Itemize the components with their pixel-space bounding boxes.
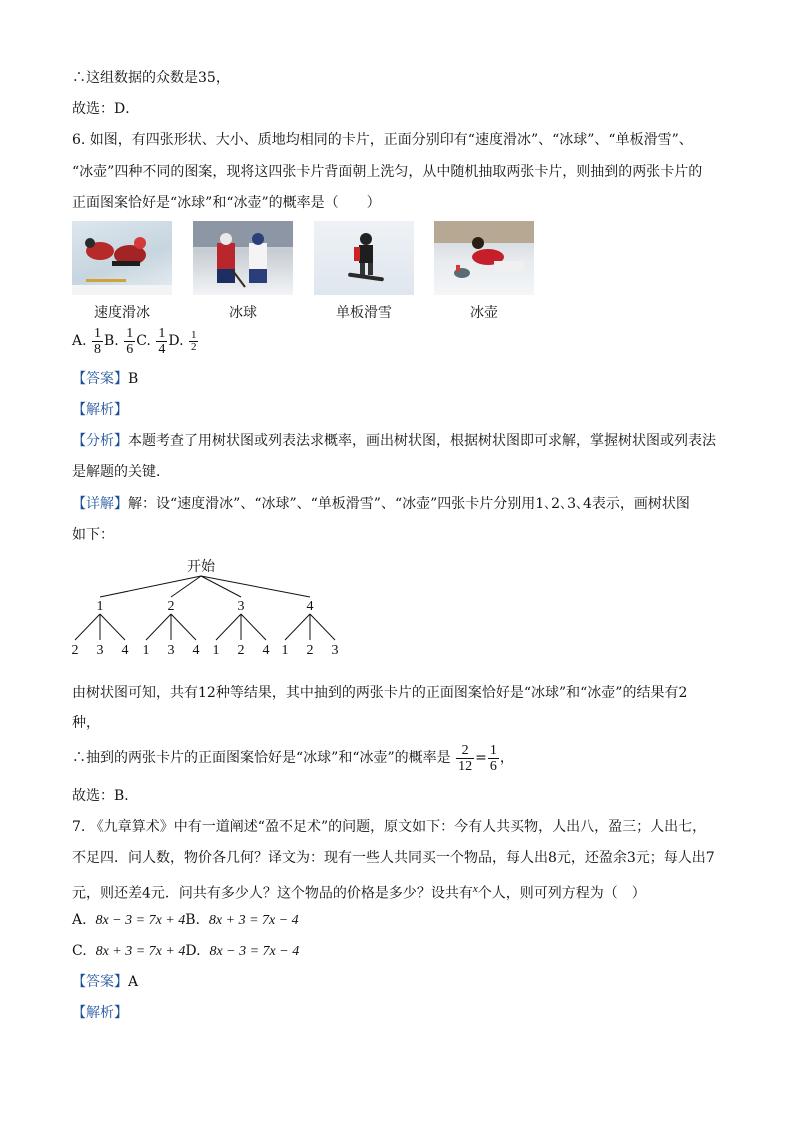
tree-diagram xyxy=(60,556,360,666)
tree-edge xyxy=(216,614,241,640)
option-label: A. xyxy=(72,333,87,349)
tree-node-level2: 4 xyxy=(121,643,129,658)
equation: 8x + 3 = 7x − 4 xyxy=(208,913,299,928)
tree-node-level1: 1 xyxy=(96,599,104,614)
question-7: 不足四．问人数，物价各几何？译文为：现有一些人共同买一个物品，每人出8元，还盈余3元；每人出7 xyxy=(72,850,715,866)
probability-text: ∴抽到的两张卡片的正面图案恰好是“冰球”和“冰壶”的概率是 xyxy=(72,750,451,766)
options-7 xyxy=(72,941,299,962)
tree-edge xyxy=(201,576,310,597)
option-label: B. xyxy=(104,333,119,349)
equation: 8x + 3 = 7x + 4 xyxy=(95,944,186,959)
photo-caption: 冰壶 xyxy=(470,305,498,321)
tree-node-level2: 3 xyxy=(96,643,104,658)
tree-node-level2: 3 xyxy=(331,643,339,658)
question-6: “冰壶”四种不同的图案，现将这四张卡片背面朝上洗匀，从中随机抽取两张卡片，则抽到的两张卡片的 xyxy=(72,164,703,180)
fraction: $\frac{2}{12}$ xyxy=(458,742,473,774)
result-line: 由树状图可知，共有12种等结果，其中抽到的两张卡片的正面图案恰好是“冰球”和“冰壶”的结果有2 xyxy=(72,685,688,701)
equation: 8x − 3 = 7x + 4 xyxy=(95,913,186,928)
option-label: C. xyxy=(72,943,87,959)
tree-edge xyxy=(241,614,266,640)
question-6: 正面图案恰好是“冰球”和“冰壶”的概率是（ ） xyxy=(72,195,381,211)
curling-photo xyxy=(434,221,534,295)
tree-node-level1: 3 xyxy=(237,599,245,614)
analysis-tag: 【解析】 xyxy=(72,1005,128,1021)
answer-tag: 【答案】 xyxy=(72,371,128,387)
text-line: 故选：D． xyxy=(72,101,140,117)
snowboard-photo xyxy=(314,221,414,295)
question-text: 元，则还差4元．问共有多少人？这个物品的价格是多少？设共有 xyxy=(72,885,473,902)
tree-root: 开始 xyxy=(187,560,215,575)
photo-caption: 单板滑雪 xyxy=(336,305,392,321)
tree-edge xyxy=(75,614,100,640)
tree-node-level2: 2 xyxy=(237,643,245,658)
question-7 xyxy=(72,879,646,904)
option-label: D. xyxy=(185,943,201,959)
option-label: D. xyxy=(168,333,184,349)
tree-edge xyxy=(100,614,125,640)
answer-value: B xyxy=(128,371,139,387)
ice-hockey-photo xyxy=(193,221,293,295)
options-6 xyxy=(72,325,199,357)
answer-tag: 【答案】 xyxy=(72,974,128,990)
options-7 xyxy=(72,910,299,931)
tree-node-level2: 2 xyxy=(306,643,314,658)
text-line: ∴这组数据的众数是35， xyxy=(72,70,230,86)
tree-node-level1: 2 xyxy=(167,599,175,614)
detail-line: 如下： xyxy=(72,527,114,543)
photo-caption: 冰球 xyxy=(229,305,257,321)
question-text: 个人，则可列方程为（ ） xyxy=(477,885,646,902)
answer-value: A xyxy=(128,974,139,990)
option-label: C. xyxy=(136,333,151,349)
tree-edge xyxy=(310,614,335,640)
fraction: $\frac{1}{6}$ xyxy=(489,742,497,774)
tree-lines xyxy=(75,576,335,640)
analysis-tag: 【解析】 xyxy=(72,402,128,418)
tree-edge xyxy=(285,614,310,640)
question-7: 7. 《九章算术》中有一道阐述“盈不足术”的问题，原文如下：今有人共买物，人出八，盈三；人出七， xyxy=(72,819,707,835)
analysis-line: 是解题的关键． xyxy=(72,464,170,480)
xiangjie-text: 解：设“速度滑冰”、“冰球”、“单板滑雪”、“冰壶”四张卡片分别用1､2､3､4表示，画树状图 xyxy=(128,496,690,512)
tree-node-level2: 4 xyxy=(192,643,200,658)
tree-edge xyxy=(146,614,171,640)
option-label: B. xyxy=(185,912,200,928)
tree-node-level2: 1 xyxy=(212,643,220,658)
tree-nodes xyxy=(72,599,339,658)
tree-edge xyxy=(171,614,196,640)
fraction: $\frac{1}{2}$ xyxy=(190,328,197,353)
fraction: $\frac{1}{8}$ xyxy=(94,325,102,357)
equation: 8x − 3 = 7x − 4 xyxy=(209,944,300,959)
variable: x xyxy=(472,883,478,895)
analysis-line xyxy=(72,431,716,451)
result-line: 种， xyxy=(72,715,100,731)
detail-line xyxy=(72,494,690,514)
tree-edge xyxy=(201,576,241,597)
tree-node-level2: 3 xyxy=(167,643,175,658)
tree-node-level1: 4 xyxy=(306,599,314,614)
option-label: A. xyxy=(72,912,87,928)
xiangjie-tag: 【详解】 xyxy=(72,496,128,512)
tree-node-level2: 1 xyxy=(281,643,289,658)
fraction: $\frac{1}{4}$ xyxy=(158,325,166,357)
speed-skating-photo xyxy=(72,221,172,295)
photo-caption: 速度滑冰 xyxy=(94,305,150,321)
equals-sign: = xyxy=(475,750,487,766)
answer-line xyxy=(72,972,138,992)
fenxi-tag: 【分析】 xyxy=(72,433,128,449)
answer-line xyxy=(72,369,138,389)
tree-node-level2: 4 xyxy=(262,643,270,658)
question-6: 6. 如图，有四张形状、大小、质地均相同的卡片，正面分别印有“速度滑冰”、“冰球”、“单板滑雪”、 xyxy=(72,132,693,148)
probability-line xyxy=(72,740,514,776)
fenxi-text: 本题考查了用树状图或列表法求概率，画出树状图，根据树状图即可求解，掌握树状图或列表法 xyxy=(128,433,716,449)
tree-node-level2: 1 xyxy=(142,643,150,658)
punctuation: ， xyxy=(499,750,514,766)
text-line: 故选：B． xyxy=(72,788,139,804)
fraction: $\frac{1}{6}$ xyxy=(126,325,134,357)
tree-node-level2: 2 xyxy=(71,643,79,658)
